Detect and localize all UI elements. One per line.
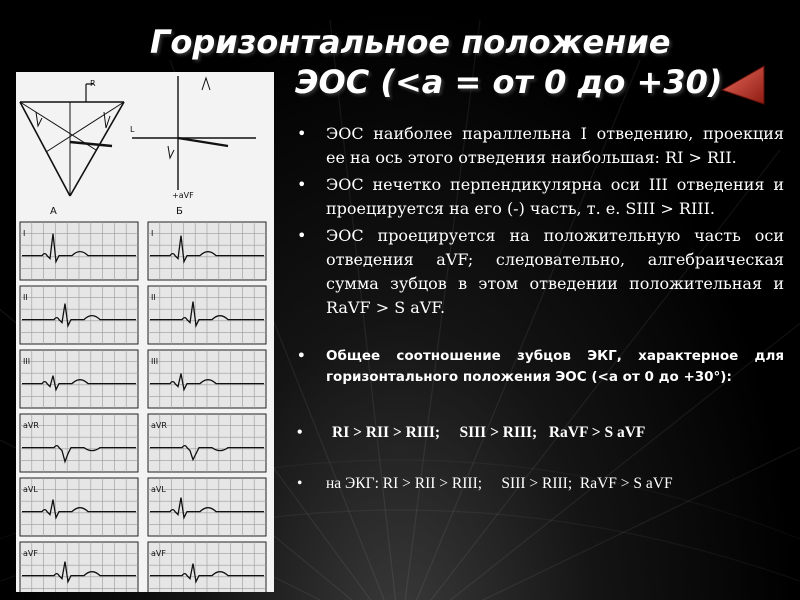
bullet-text: ЭОС проецируется на положительную часть оси отведения aVF; следовательно, алгебраическая сумма зубцов в этом отведении положительная и RaVF > S aVF. [326,226,784,317]
ecg-lead-label: aVL [151,485,166,494]
ecg-lead-label: III [151,357,159,366]
ecg-lead-label: aVR [151,421,167,430]
ecg-lead-label: II [23,293,28,302]
ecg-strip [20,286,138,344]
bullet-item [296,346,784,388]
bullet-item [296,422,784,443]
bullet-item [296,173,784,221]
diagram-label-l: L [130,125,135,134]
bullet-item [296,224,784,320]
ecg-strip [148,414,266,472]
bullet-dot: • [297,226,307,245]
diagram-label-a: А [50,206,57,217]
diagram-label-r: R [90,79,96,88]
ecg-strip [148,478,266,536]
ecg-strip [148,222,266,280]
slide-title [150,22,770,102]
bullet-dot: • [297,175,307,194]
ecg-lead-label: aVF [151,549,166,558]
ecg-lead-label: I [23,229,26,238]
diagram-label-avf: +aVF [172,191,194,200]
slide-title-line1: Горизонтальное положение [150,23,671,61]
ecg-lead-label: I [151,229,154,238]
bullet-dot: • [297,424,303,441]
ecg-lead-label: aVL [23,485,38,494]
ecg-strip [20,222,138,280]
bullet-item [296,122,784,170]
diagram-label-b: Б [176,206,183,217]
left-triangle-arrow-icon[interactable] [718,64,766,106]
ecg-strip [20,414,138,472]
ecg-lead-label: aVF [23,549,38,558]
ecg-figure [16,72,274,592]
ecg-strip [148,350,266,408]
ecg-strip [148,286,266,344]
ecg-strip [20,542,138,592]
bullet-text: Общее соотношение зубцов ЭКГ, характерное для горизонтального положения ЭОС (<a от 0 до +30°): [326,348,784,385]
bullet-text: RI > RII > RIII; SIII > RIII; RaVF > S aVF [332,424,646,441]
ecg-lead-label: III [23,357,31,366]
bullet-text: ЭОС нечетко перпендикулярна оси III отведения и проецируется на его (-) часть, т. е. SIII > RIII. [326,175,784,218]
bullet-dot: • [297,124,307,143]
bullet-dot: • [297,348,306,364]
bullet-text: ЭОС наиболее параллельна I отведению, проекция ее на ось этого отведения наибольшая: RI > RII. [326,124,784,167]
ecg-strip [148,542,266,592]
bullet-dot: • [297,475,303,492]
ecg-lead-label: aVR [23,421,39,430]
bullet-text: на ЭКГ: RI > RII > RIII; SIII > RIII; RaVF > S aVF [326,475,673,492]
bullet-item [296,473,784,494]
bullet-list [296,122,784,494]
ecg-strip [20,478,138,536]
ecg-strip [20,350,138,408]
slide-title-line2: ЭОС (<а = от 0 до +30) [295,63,723,101]
ecg-lead-label: II [151,293,156,302]
